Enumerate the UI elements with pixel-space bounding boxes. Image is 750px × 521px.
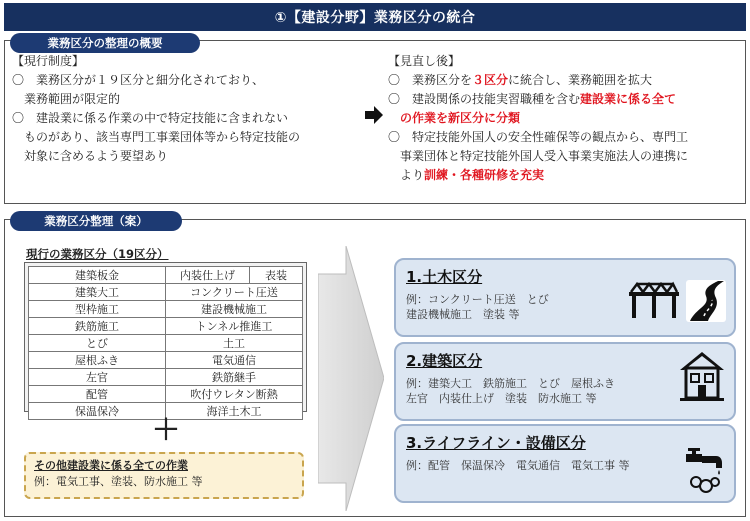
current-line: 対象に含めるよう要望あり: [12, 149, 169, 163]
table-cell: 鉄筋継手: [166, 369, 303, 386]
table-cell: 建築大工: [29, 284, 166, 301]
overview-tab: 業務区分の整理の概要: [10, 33, 200, 53]
reorg-tab: 業務区分整理（案）: [10, 211, 182, 231]
table-row: [29, 267, 303, 284]
category-example: 例：建築大工 鉄筋施工 とび 屋根ふき: [406, 377, 615, 390]
table-cell: トンネル推進工: [166, 318, 303, 335]
table-row: [29, 352, 303, 369]
table-row: [29, 369, 303, 386]
current-line: ものがあり、該当専門工事業団体等から特定技能の: [12, 130, 301, 144]
category-title: 2.建築区分: [406, 352, 483, 370]
revised-bullet-3-line: より訓練・各種研修を充実: [388, 168, 545, 182]
current-system-section: [12, 52, 357, 166]
category-lifeline: [394, 424, 736, 503]
current-categories-table-wrapper: [24, 262, 307, 418]
table-row: [29, 318, 303, 335]
revised-section: [388, 52, 744, 185]
table-cell: [166, 267, 303, 284]
table-cell: 鉄筋施工: [29, 318, 166, 335]
highlight-text: の作業を新区分に分類: [388, 111, 521, 125]
house-icon: [678, 350, 726, 402]
revised-bullet-1: 〇 業務区分を３区分に統合し、業務範囲を拡大: [388, 73, 653, 87]
highlight-text: 訓練・各種研修を充実: [424, 168, 545, 182]
current-categories-table: [28, 266, 303, 420]
bridge-icon: [628, 280, 680, 320]
table-cell: 型枠施工: [29, 301, 166, 318]
table-cell: 配管: [29, 386, 166, 403]
other-work-box: [24, 452, 304, 499]
table-row: [29, 284, 303, 301]
category-building: [394, 342, 736, 421]
current-heading: 【現行制度】: [12, 54, 85, 68]
table-cell: 表装: [265, 269, 288, 282]
table-cell: 建設機械施工: [166, 301, 303, 318]
right-arrow-icon: [364, 105, 384, 125]
current-line: 〇 業務区分が１９区分と細分化されており、: [12, 73, 265, 87]
other-work-title: その他建設業に係る全ての作業: [34, 459, 188, 472]
big-right-arrow-icon: [318, 246, 384, 511]
table-cell: 左官: [29, 369, 166, 386]
table-cell: 保温保冷: [29, 403, 166, 420]
road-icon: [686, 280, 726, 322]
other-work-example: 例：電気工事、塗装、防水施工 等: [34, 475, 203, 488]
highlight-text: ３区分: [472, 73, 509, 87]
revised-bullet-3-line: 事業団体と特定技能外国人受入事業実施法人の連携に: [388, 149, 689, 163]
table-cell: 電気通信: [166, 352, 303, 369]
table-cell: 建築板金: [29, 267, 166, 284]
current-line: 業務範囲が限定的: [12, 92, 121, 106]
revised-heading: 【見直し後】: [388, 54, 461, 68]
faucet-icon: [682, 448, 726, 494]
revised-bullet-2: 〇 建設関係の技能実習職種を含む建設業に係る全て: [388, 92, 677, 106]
category-example: 例：配管 保温保冷 電気通信 電気工事 等: [406, 459, 630, 472]
table-cell: 海洋土木工: [166, 403, 303, 420]
category-example: 建設機械施工 塗装 等: [406, 308, 520, 321]
table-row: [29, 386, 303, 403]
table-cell: とび: [29, 335, 166, 352]
category-example: 左官 内装仕上げ 塗装 防水施工 等: [406, 392, 597, 405]
page-title: ①【建設分野】業務区分の統合: [4, 3, 746, 31]
category-civil: [394, 258, 736, 337]
revised-bullet-3-line: 〇 特定技能外国人の安全性確保等の観点から、専門工: [388, 130, 689, 144]
current-line: 〇 建設業に係る作業の中で特定技能に含まれない: [12, 111, 289, 125]
category-title: 3.ライフライン・設備区分: [406, 434, 586, 452]
table-row: [29, 335, 303, 352]
table-cell: コンクリート圧送: [166, 284, 303, 301]
table-cell: 吹付ウレタン断熱: [166, 386, 303, 403]
table-row: [29, 301, 303, 318]
table-cell: 土工: [166, 335, 303, 352]
category-title: 1.土木区分: [406, 268, 483, 286]
plus-sign: ＋: [152, 413, 181, 446]
highlight-text: 建設業に係る全て: [580, 92, 677, 106]
table-cell: 内装仕上げ: [166, 267, 250, 283]
table-cell: 屋根ふき: [29, 352, 166, 369]
current-categories-caption: 現行の業務区分（19区分）: [26, 247, 169, 261]
category-example: 例：コンクリート圧送 とび: [406, 293, 549, 306]
